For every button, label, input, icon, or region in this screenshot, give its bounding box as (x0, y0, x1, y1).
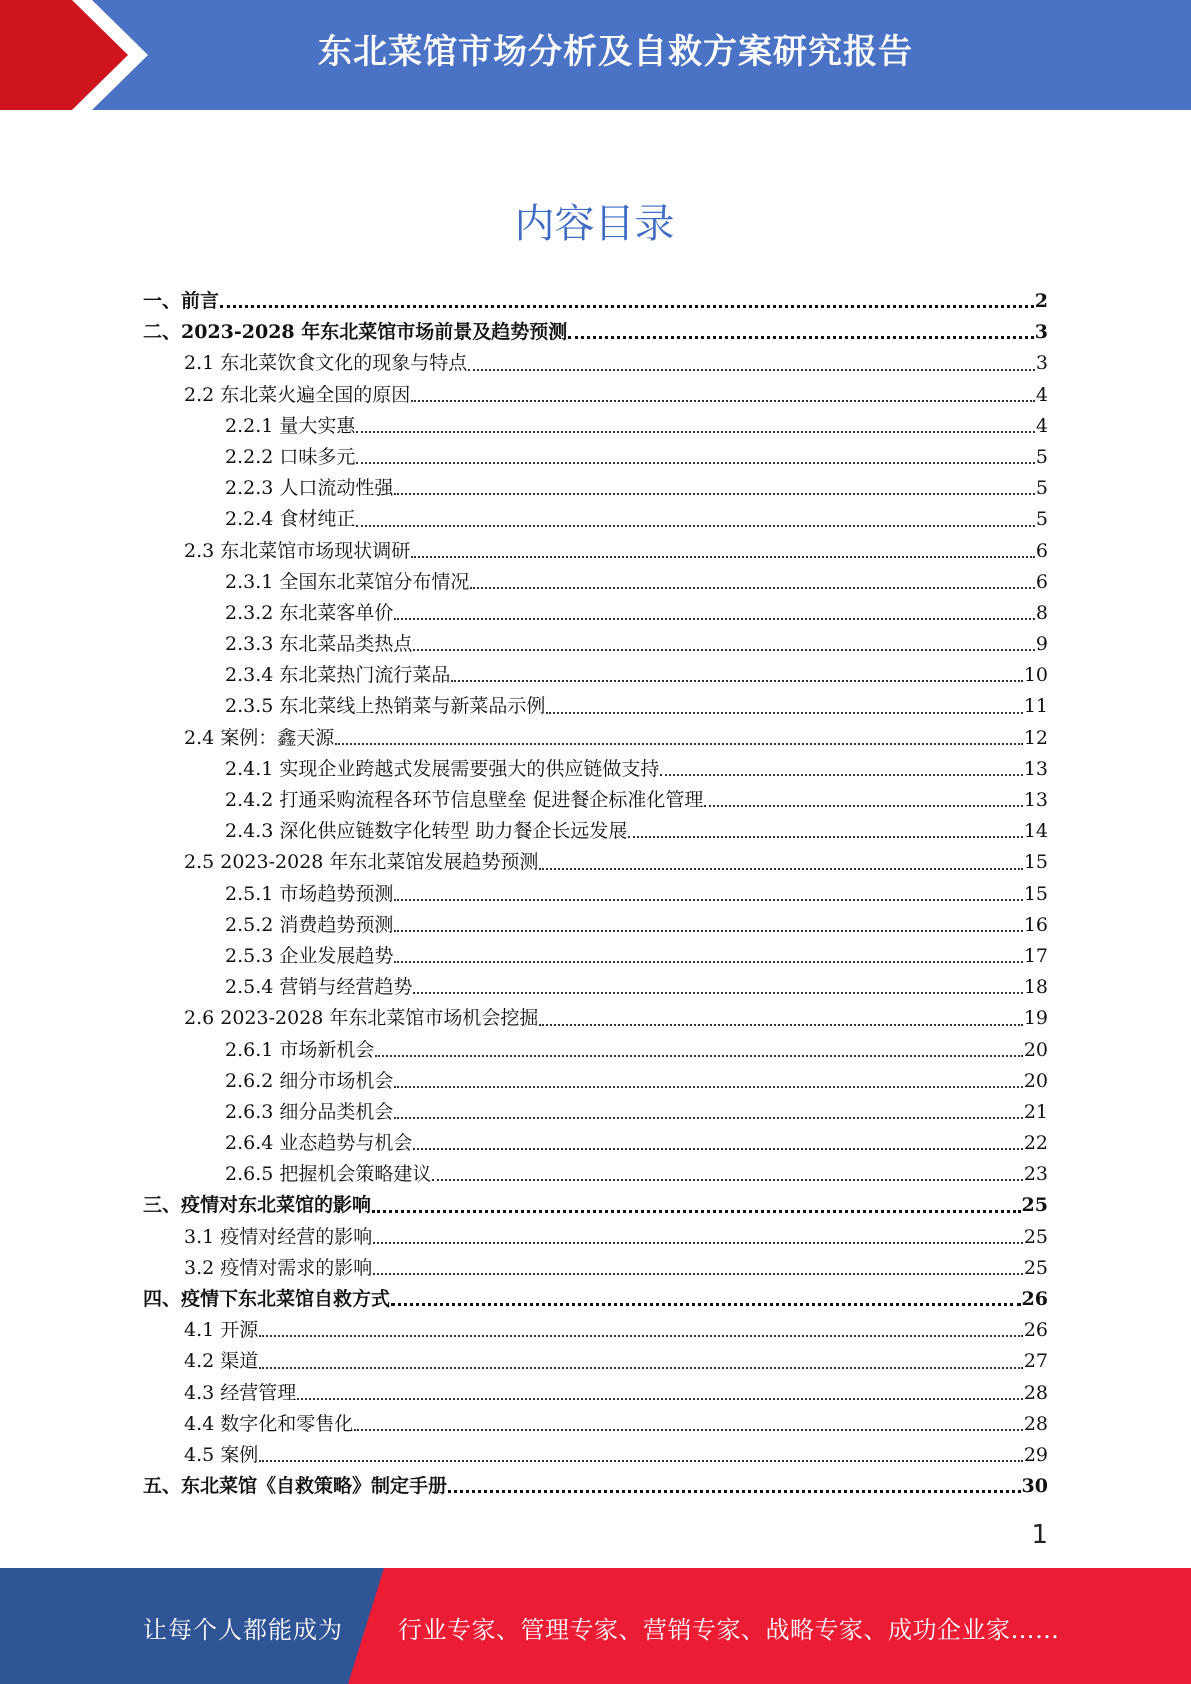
toc-entry-page: 17 (1023, 944, 1048, 967)
toc-entry-label: 2.6.5 把握机会策略建议 (225, 1163, 432, 1186)
toc-dot-leader (394, 899, 1022, 901)
toc-entry-label: 2.4.3 深化供应链数字化转型 助力餐企长远发展 (225, 820, 628, 843)
toc-entry-label: 2.1 东北菜饮食文化的现象与特点 (184, 352, 468, 375)
toc-entry-page: 20 (1023, 1038, 1048, 1061)
toc-entry-page: 11 (1023, 695, 1048, 718)
toc-dot-leader (568, 336, 1034, 339)
toc-entry[interactable] (143, 847, 1048, 878)
footer-slogan-left: 让每个人都能成为 (143, 1616, 343, 1644)
toc-entry-label: 2.2.2 口味多元 (225, 445, 356, 468)
toc-dot-leader (539, 868, 1022, 870)
toc-entry[interactable] (143, 1440, 1048, 1471)
toc-entry-label: 2.5.4 营销与经营趋势 (225, 976, 413, 999)
toc-dot-leader (356, 462, 1035, 464)
toc-entry-label: 2.6.4 业态趋势与机会 (225, 1132, 413, 1155)
toc-entry[interactable] (143, 1284, 1048, 1315)
toc-entry-label: 4.2 渠道 (184, 1350, 259, 1373)
toc-dot-leader (391, 1303, 1021, 1306)
toc-dot-leader (335, 743, 1023, 745)
toc-entry-label: 2.4.2 打通采购流程各环节信息壁垒 促进餐企标准化管理 (225, 789, 704, 811)
toc-entry[interactable] (143, 1190, 1048, 1221)
toc-entry-label: 3.2 疫情对需求的影响 (184, 1256, 373, 1279)
toc-entry-page: 28 (1023, 1412, 1048, 1435)
toc-entry[interactable] (143, 504, 1048, 535)
toc-entry[interactable] (143, 536, 1048, 567)
toc-dot-leader (220, 305, 1034, 308)
toc-entry-label: 二、2023-2028 年东北菜馆市场前景及趋势预测 (143, 321, 568, 344)
table-of-contents (143, 286, 1048, 1502)
toc-dot-leader (451, 680, 1022, 682)
toc-dot-leader (354, 1429, 1023, 1431)
toc-dot-leader (259, 1460, 1023, 1462)
toc-dot-leader (432, 1179, 1022, 1181)
toc-entry-page: 26 (1023, 1319, 1048, 1342)
toc-entry-label: 一、前言 (143, 290, 220, 312)
toc-entry[interactable] (143, 910, 1048, 941)
toc-entry[interactable] (143, 754, 1048, 785)
toc-entry-page: 6 (1035, 539, 1048, 562)
toc-entry[interactable] (143, 660, 1048, 691)
toc-entry-page: 25 (1023, 1225, 1048, 1248)
toc-entry-label: 2.2.1 量大实惠 (225, 414, 356, 437)
toc-entry[interactable] (143, 598, 1048, 629)
toc-entry-page: 28 (1023, 1381, 1048, 1404)
toc-entry-label: 2.3.2 东北菜客单价 (225, 601, 394, 624)
toc-entry-page: 9 (1035, 633, 1048, 656)
toc-entry-label: 2.3.4 东北菜热门流行菜品 (225, 664, 451, 687)
toc-entry-page: 12 (1023, 726, 1048, 749)
toc-entry[interactable] (143, 1222, 1048, 1253)
toc-dot-leader (394, 930, 1022, 932)
toc-entry[interactable] (143, 1471, 1048, 1502)
toc-entry-page: 22 (1023, 1132, 1048, 1155)
toc-entry-page: 5 (1035, 445, 1048, 468)
toc-entry-label: 4.4 数字化和零售化 (184, 1412, 354, 1435)
toc-entry-label: 2.5 2023-2028 年东北菜馆发展趋势预测 (184, 851, 539, 874)
toc-entry-label: 4.1 开源 (184, 1319, 259, 1342)
toc-entry-page: 3 (1035, 352, 1048, 375)
toc-entry-label: 2.3.5 东北菜线上热销菜与新菜品示例 (225, 695, 546, 718)
toc-entry-label: 2.4.1 实现企业跨越式发展需要强大的供应链做支持 (225, 757, 660, 780)
toc-dot-leader (394, 618, 1035, 620)
toc-dot-leader (413, 649, 1035, 651)
footer-slogan-right: 行业专家、管理专家、营销专家、战略专家、成功企业家…… (398, 1616, 1060, 1644)
toc-dot-leader (448, 1490, 1021, 1493)
toc-entry-page: 14 (1023, 820, 1048, 843)
toc-entry-label: 2.5.3 企业发展趋势 (225, 944, 394, 967)
toc-entry-page: 5 (1035, 477, 1048, 500)
toc-dot-leader (468, 369, 1035, 371)
toc-entry-page: 30 (1021, 1475, 1048, 1498)
toc-entry[interactable] (143, 567, 1048, 598)
toc-dot-leader (259, 1367, 1023, 1369)
toc-dot-leader (470, 587, 1035, 589)
toc-dot-leader (660, 774, 1022, 776)
toc-dot-leader (539, 1024, 1022, 1026)
toc-entry-label: 2.4 案例：鑫天源 (184, 726, 335, 749)
toc-dot-leader (297, 1398, 1023, 1400)
toc-entry-label: 4.5 案例 (184, 1443, 259, 1466)
toc-entry-label: 2.5.2 消费趋势预测 (225, 913, 394, 936)
toc-entry-page: 15 (1023, 882, 1048, 905)
toc-entry[interactable] (143, 629, 1048, 660)
toc-entry-page: 3 (1034, 321, 1048, 344)
toc-entry-label: 2.2.3 人口流动性强 (225, 477, 394, 500)
toc-entry-label: 2.2 东北菜火遍全国的原因 (184, 383, 411, 406)
toc-entry[interactable] (143, 317, 1048, 348)
page-number: 1 (1031, 1520, 1048, 1550)
toc-entry-page: 20 (1023, 1069, 1048, 1092)
toc-entry-label: 四、疫情下东北菜馆自救方式 (143, 1288, 391, 1310)
toc-entry[interactable] (143, 1378, 1048, 1409)
toc-dot-leader (372, 1210, 1021, 1213)
toc-entry[interactable] (143, 442, 1048, 473)
toc-entry[interactable] (143, 941, 1048, 972)
toc-dot-leader (413, 1148, 1022, 1150)
toc-entry[interactable] (143, 785, 1048, 816)
toc-entry-label: 2.6 2023-2028 年东北菜馆市场机会挖掘 (184, 1007, 539, 1030)
toc-entry[interactable] (143, 691, 1048, 722)
toc-dot-leader (356, 525, 1035, 527)
toc-entry-page: 16 (1023, 913, 1048, 936)
toc-entry[interactable] (143, 1315, 1048, 1346)
report-header-banner (0, 0, 1191, 110)
footer-banner (0, 1568, 1191, 1684)
toc-dot-leader (704, 805, 1022, 807)
toc-entry-page: 4 (1035, 383, 1048, 406)
toc-dot-leader (259, 1335, 1023, 1337)
toc-entry-label: 4.3 经营管理 (184, 1381, 297, 1404)
toc-entry[interactable] (143, 972, 1048, 1003)
toc-heading: 内容目录 (514, 201, 675, 247)
toc-entry[interactable] (143, 816, 1048, 847)
toc-entry-page: 2 (1034, 290, 1048, 312)
toc-entry-page: 6 (1035, 570, 1048, 593)
toc-entry[interactable] (143, 1409, 1048, 1440)
toc-entry-page: 13 (1023, 789, 1048, 811)
toc-entry[interactable] (143, 1003, 1048, 1034)
toc-entry[interactable] (143, 286, 1048, 317)
toc-entry-page: 27 (1023, 1350, 1048, 1373)
toc-dot-leader (373, 1273, 1023, 1275)
toc-entry[interactable] (143, 1097, 1048, 1128)
toc-entry[interactable] (143, 411, 1048, 442)
toc-dot-leader (546, 712, 1022, 714)
toc-entry[interactable] (143, 879, 1048, 910)
toc-entry-page: 21 (1023, 1100, 1048, 1123)
toc-entry[interactable] (143, 380, 1048, 411)
report-title: 东北菜馆市场分析及自救方案研究报告 (318, 32, 913, 72)
toc-entry-label: 2.2.4 食材纯正 (225, 508, 356, 531)
toc-entry-page: 23 (1023, 1163, 1048, 1186)
toc-entry-page: 13 (1023, 757, 1048, 780)
toc-entry[interactable] (143, 1035, 1048, 1066)
toc-dot-leader (373, 1242, 1023, 1244)
toc-entry-label: 3.1 疫情对经营的影响 (184, 1225, 373, 1248)
toc-entry-page: 18 (1023, 976, 1048, 999)
toc-entry[interactable] (143, 1066, 1048, 1097)
toc-entry[interactable] (143, 723, 1048, 754)
toc-entry-page: 4 (1035, 414, 1048, 437)
toc-entry-page: 26 (1021, 1288, 1048, 1310)
toc-entry-label: 2.3.1 全国东北菜馆分布情况 (225, 570, 470, 593)
toc-entry-page: 25 (1023, 1256, 1048, 1279)
toc-dot-leader (411, 556, 1035, 558)
toc-entry-page: 10 (1023, 664, 1048, 687)
toc-dot-leader (413, 992, 1022, 994)
toc-entry-label: 2.6.2 细分市场机会 (225, 1069, 394, 1092)
toc-entry[interactable] (143, 473, 1048, 504)
toc-entry-label: 2.5.1 市场趋势预测 (225, 882, 394, 905)
toc-entry[interactable] (143, 348, 1048, 379)
toc-entry-label: 2.3.3 东北菜品类热点 (225, 633, 413, 656)
toc-entry-page: 8 (1035, 601, 1048, 624)
toc-entry[interactable] (143, 1253, 1048, 1284)
toc-entry-page: 5 (1035, 508, 1048, 531)
toc-entry-label: 五、东北菜馆《自救策略》制定手册 (143, 1475, 448, 1498)
toc-entry-label: 2.6.1 市场新机会 (225, 1038, 375, 1061)
toc-entry[interactable] (143, 1128, 1048, 1159)
toc-entry-page: 25 (1021, 1194, 1048, 1217)
toc-entry[interactable] (143, 1159, 1048, 1190)
toc-dot-leader (411, 400, 1035, 402)
toc-dot-leader (394, 1117, 1022, 1119)
toc-dot-leader (394, 1086, 1022, 1088)
toc-entry-page: 29 (1023, 1443, 1048, 1466)
toc-entry-page: 19 (1023, 1007, 1048, 1030)
toc-dot-leader (628, 836, 1022, 838)
toc-entry-label: 2.3 东北菜馆市场现状调研 (184, 539, 411, 562)
toc-entry-label: 2.6.3 细分品类机会 (225, 1100, 394, 1123)
toc-dot-leader (356, 431, 1035, 433)
toc-entry[interactable] (143, 1346, 1048, 1377)
toc-dot-leader (394, 493, 1035, 495)
toc-dot-leader (394, 961, 1022, 963)
toc-entry-page: 15 (1023, 851, 1048, 874)
toc-entry-label: 三、疫情对东北菜馆的影响 (143, 1194, 372, 1217)
toc-dot-leader (375, 1055, 1022, 1057)
